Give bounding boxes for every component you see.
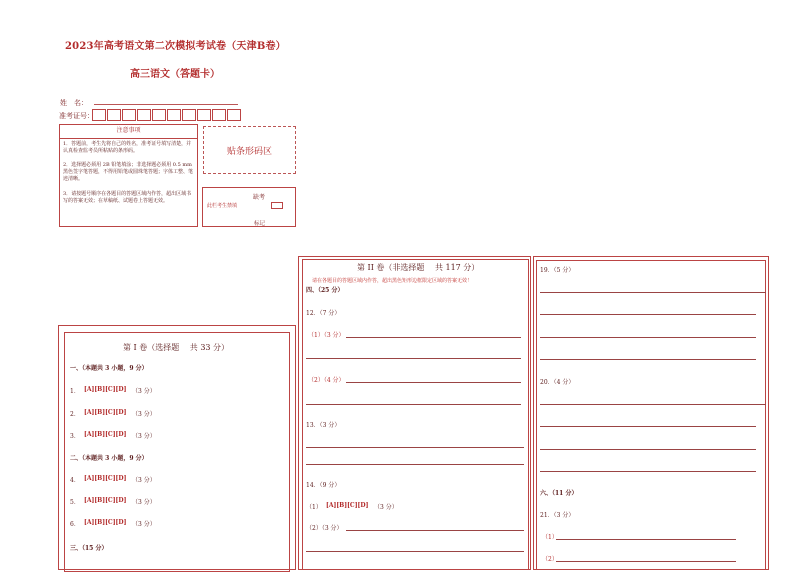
q1-score: （3 分） xyxy=(132,388,156,395)
note-item-2: 2．选择题必须用 2B 铅笔填涂；非选择题必须用 0.5 mm 黑色签字笔答题，不得用铅笔或圆珠笔答题；字体工整、笔迹清晰。 xyxy=(63,162,194,182)
q14-label: 14．（9 分） xyxy=(306,482,341,489)
q12-2-answer-line[interactable] xyxy=(346,382,521,383)
id-label: 准考证号： xyxy=(59,112,94,120)
q3-score: （3 分） xyxy=(132,433,156,440)
barcode-label: 贴条形码区 xyxy=(226,146,272,157)
q6-score: （3 分） xyxy=(132,521,156,528)
q12-1-label: （1）（3 分） xyxy=(308,332,345,339)
part3-answer-area xyxy=(536,260,766,570)
q14-2-label: （2）（3 分） xyxy=(306,525,343,532)
q14-1-options[interactable]: [A][B][C][D] xyxy=(326,502,369,509)
section-2-heading: 二、（本题共 3 小题，9 分） xyxy=(70,455,148,462)
page-subtitle: 高三语文（答题卡） xyxy=(130,69,220,80)
q20-answer-line[interactable] xyxy=(540,471,756,472)
q21-label: 21．（3 分） xyxy=(540,512,575,519)
q2-score: （3 分） xyxy=(132,411,156,418)
q2-number: 2． xyxy=(70,411,80,418)
q14-1-label: （1） xyxy=(306,504,322,511)
note-item-3: 3．请按题号顺序在各题目的答题区域内作答，超出区域书写的答案无效；在草稿纸、试题卷上答题无效。 xyxy=(63,191,192,204)
q6-options[interactable]: [A][B][C][D] xyxy=(84,519,127,526)
note-item-1: 1．答题前，考生先将自己的姓名，准考证号填写清楚，并认真检查监考员所粘贴的条形码。 xyxy=(63,141,192,154)
q3-options[interactable]: [A][B][C][D] xyxy=(84,431,127,438)
q20-answer-line[interactable] xyxy=(540,404,766,405)
section-1-heading: 一、（本题共 3 小题，9 分） xyxy=(70,365,148,372)
id-digit-box[interactable] xyxy=(197,109,211,121)
q4-options[interactable]: [A][B][C][D] xyxy=(84,475,127,482)
absent-box xyxy=(202,187,296,227)
absent-label: 缺考 xyxy=(253,194,266,201)
q4-number: 4． xyxy=(70,477,80,484)
q19-label: 19．（5 分） xyxy=(540,267,575,274)
q14-1-score: （3 分） xyxy=(374,504,398,511)
barcode-area xyxy=(203,126,296,174)
notes-box xyxy=(59,124,198,227)
q1-number: 1． xyxy=(70,388,80,395)
q13-answer-line[interactable] xyxy=(306,464,524,465)
section-3-heading: 三、（15 分） xyxy=(70,545,108,552)
id-digit-box[interactable] xyxy=(92,109,106,121)
q21-1-label: （1） xyxy=(542,534,558,541)
q20-answer-line[interactable] xyxy=(540,449,756,450)
q12-1-answer-line[interactable] xyxy=(306,358,521,359)
id-digit-box[interactable] xyxy=(227,109,241,121)
q20-answer-line[interactable] xyxy=(540,426,756,427)
absent-mark-label: 标记 xyxy=(254,221,266,227)
id-digit-box[interactable] xyxy=(122,109,136,121)
absent-text: 此栏考生禁填 xyxy=(207,203,238,209)
id-digit-box[interactable] xyxy=(137,109,151,121)
q12-1-answer-line[interactable] xyxy=(346,337,521,338)
q19-answer-line[interactable] xyxy=(540,337,756,338)
q14-2-answer-line[interactable] xyxy=(346,530,524,531)
name-field[interactable] xyxy=(94,104,238,105)
page-title: 2023年高考语文第二次模拟考试卷（天津B卷） xyxy=(65,41,286,52)
part2-title: 第 II 卷（非选择题 共 117 分） xyxy=(357,263,480,272)
q14-2-answer-line[interactable] xyxy=(306,551,524,552)
section-4-heading: 四、（25 分） xyxy=(306,287,344,294)
q12-2-label: （2）（4 分） xyxy=(308,377,345,384)
name-label: 姓 名： xyxy=(60,99,88,107)
q19-answer-line[interactable] xyxy=(540,314,756,315)
id-digit-box[interactable] xyxy=(212,109,226,121)
id-digit-box[interactable] xyxy=(107,109,121,121)
id-digit-box[interactable] xyxy=(167,109,181,121)
q13-answer-line[interactable] xyxy=(306,447,524,448)
q3-number: 3． xyxy=(70,433,80,440)
q5-options[interactable]: [A][B][C][D] xyxy=(84,497,127,504)
notes-divider xyxy=(60,138,197,139)
q5-score: （3 分） xyxy=(132,499,156,506)
id-number-boxes[interactable] xyxy=(92,109,242,121)
notes-title: 注意事项 xyxy=(116,127,141,134)
part1-title: 第 I 卷（选择题 共 33 分） xyxy=(123,343,230,352)
part2-warning: 请在各题目的答题区域内作答，超出黑色矩形边框限定区域的答案无效！ xyxy=(312,278,473,284)
q19-answer-line[interactable] xyxy=(540,292,766,293)
id-digit-box[interactable] xyxy=(182,109,196,121)
q13-label: 13．（3 分） xyxy=(306,422,341,429)
q12-label: 12．（7 分） xyxy=(306,310,341,317)
q4-score: （3 分） xyxy=(132,477,156,484)
q12-2-answer-line[interactable] xyxy=(306,404,521,405)
q21-2-label: （2） xyxy=(542,556,558,563)
q20-label: 20．（4 分） xyxy=(540,379,575,386)
q5-number: 5． xyxy=(70,499,80,506)
absent-checkbox[interactable] xyxy=(271,202,283,209)
id-digit-box[interactable] xyxy=(152,109,166,121)
q19-answer-line[interactable] xyxy=(540,359,756,360)
q1-options[interactable]: [A][B][C][D] xyxy=(84,386,127,393)
section-6-heading: 六、（11 分） xyxy=(540,490,578,497)
q6-number: 6． xyxy=(70,521,80,528)
q21-1-answer-line[interactable] xyxy=(556,539,736,540)
q2-options[interactable]: [A][B][C][D] xyxy=(84,409,127,416)
